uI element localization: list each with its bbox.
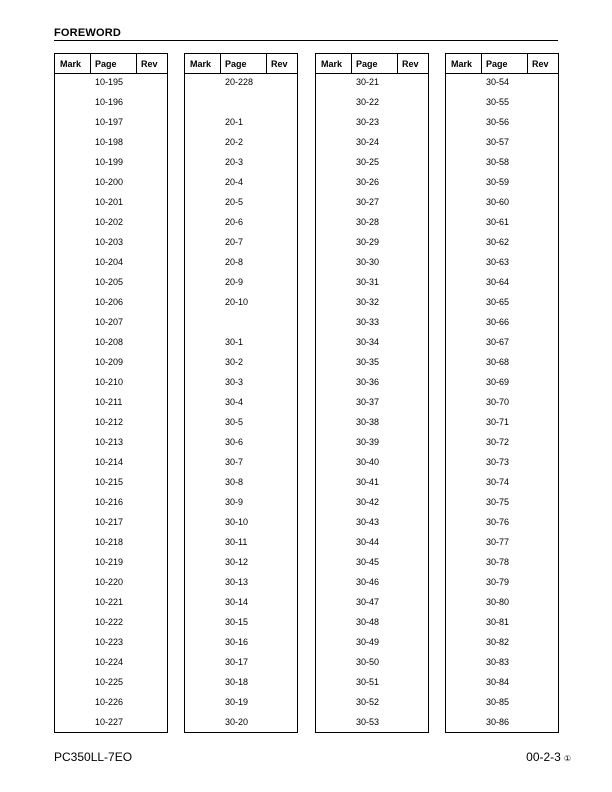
table-row [55, 154, 167, 174]
page-cell: 30-18 [225, 677, 249, 687]
table-rows [316, 74, 428, 734]
table-row [185, 434, 297, 454]
rev-column-header: Rev [141, 59, 158, 69]
page-cell: 30-58 [486, 157, 510, 167]
rev-column-header: Rev [402, 59, 419, 69]
page-column-header: Page [356, 59, 378, 69]
page-cell: 20-9 [225, 277, 244, 287]
table-row [446, 114, 558, 134]
page-cell: 10-197 [95, 117, 124, 127]
page-cell: 30-84 [486, 677, 510, 687]
table-row [185, 454, 297, 474]
page-cell: 30-77 [486, 537, 510, 547]
page-cell: 10-212 [95, 417, 124, 427]
page-cell: 30-13 [225, 577, 249, 587]
table-row [185, 654, 297, 674]
page-cell: 30-79 [486, 577, 510, 587]
page-cell: 30-34 [356, 337, 380, 347]
table-row [446, 354, 558, 374]
table-row [55, 694, 167, 714]
table-row [446, 154, 558, 174]
section-title: FOREWORD [54, 27, 558, 41]
table-header [316, 54, 428, 74]
mark-column-header: Mark [321, 59, 343, 69]
page-cell: 10-219 [95, 557, 124, 567]
page-cell: 20-2 [225, 137, 244, 147]
table-rows [446, 74, 558, 734]
table-row [185, 514, 297, 534]
page-cell: 30-39 [356, 437, 380, 447]
page-cell: 10-205 [95, 277, 124, 287]
page-cell: 30-10 [225, 517, 249, 527]
table-row [55, 334, 167, 354]
table-row [55, 354, 167, 374]
page-cell: 30-45 [356, 557, 380, 567]
page-cell: 20-5 [225, 197, 244, 207]
table-row [316, 414, 428, 434]
table-row [185, 134, 297, 154]
page-cell: 30-21 [356, 77, 380, 87]
page-cell: 10-227 [95, 717, 124, 727]
table-row [446, 574, 558, 594]
page-cell: 30-41 [356, 477, 380, 487]
table-row [316, 134, 428, 154]
page-cell: 30-16 [225, 637, 249, 647]
page-cell: 30-55 [486, 97, 510, 107]
page-cell: 30-51 [356, 677, 380, 687]
table-row [316, 154, 428, 174]
page-cell: 30-27 [356, 197, 380, 207]
page-cell: 30-75 [486, 497, 510, 507]
table-row [316, 174, 428, 194]
page-cell: 30-73 [486, 457, 510, 467]
table-row [316, 234, 428, 254]
table-row [446, 94, 558, 114]
page-cell: 30-63 [486, 257, 510, 267]
page-cell: 30-37 [356, 397, 380, 407]
column-divider [351, 54, 352, 74]
table-row [185, 234, 297, 254]
page-column-header: Page [486, 59, 508, 69]
table-row [185, 174, 297, 194]
page-cell: 20-3 [225, 157, 244, 167]
table-row [316, 74, 428, 94]
page-cell: 30-61 [486, 217, 510, 227]
table-row [446, 434, 558, 454]
page-cell: 30-85 [486, 697, 510, 707]
table-row [446, 374, 558, 394]
page-cell: 10-220 [95, 577, 124, 587]
page-cell: 30-66 [486, 317, 510, 327]
page-cell: 30-67 [486, 337, 510, 347]
table-row [55, 594, 167, 614]
table-row [316, 294, 428, 314]
table-row [446, 474, 558, 494]
table-row [55, 574, 167, 594]
table-row [185, 414, 297, 434]
page-cell: 30-14 [225, 597, 249, 607]
table-row [185, 254, 297, 274]
table-row [316, 714, 428, 734]
table-row [316, 534, 428, 554]
table-row [185, 314, 297, 334]
table-header [55, 54, 167, 74]
page-cell: 30-69 [486, 377, 510, 387]
table-row [446, 554, 558, 574]
table-row [446, 234, 558, 254]
page-cell: 10-200 [95, 177, 124, 187]
table-row [55, 314, 167, 334]
page-cell: 30-47 [356, 597, 380, 607]
page-cell: 30-31 [356, 277, 380, 287]
page-cell: 30-86 [486, 717, 510, 727]
page-cell: 30-24 [356, 137, 380, 147]
page-cell: 30-9 [225, 497, 244, 507]
table-row [316, 514, 428, 534]
page-cell: 10-206 [95, 297, 124, 307]
page-cell: 30-74 [486, 477, 510, 487]
page-list-table-3 [315, 53, 429, 733]
page-cell: 30-81 [486, 617, 510, 627]
table-row [55, 234, 167, 254]
table-row [446, 714, 558, 734]
table-header [185, 54, 297, 74]
table-row [316, 694, 428, 714]
table-row [446, 394, 558, 414]
table-row [316, 394, 428, 414]
page-cell: 30-44 [356, 537, 380, 547]
page-cell: 30-26 [356, 177, 380, 187]
table-row [55, 654, 167, 674]
table-rows [55, 74, 167, 734]
page-cell: 30-42 [356, 497, 380, 507]
page-cell: 10-210 [95, 377, 124, 387]
page-cell: 20-4 [225, 177, 244, 187]
page-cell: 30-64 [486, 277, 510, 287]
page-cell: 10-218 [95, 537, 124, 547]
column-divider [266, 54, 267, 74]
page-cell: 20-8 [225, 257, 244, 267]
page-cell: 10-222 [95, 617, 124, 627]
page-cell: 30-32 [356, 297, 380, 307]
table-row [185, 194, 297, 214]
page-cell: 30-35 [356, 357, 380, 367]
page-cell: 30-46 [356, 577, 380, 587]
page-cell: 10-226 [95, 697, 124, 707]
column-divider [397, 54, 398, 74]
table-row [55, 214, 167, 234]
table-rows [185, 74, 297, 734]
page-cell: 10-224 [95, 657, 124, 667]
table-header [446, 54, 558, 74]
page-cell: 10-216 [95, 497, 124, 507]
page-cell: 30-52 [356, 697, 380, 707]
page-cell: 10-195 [95, 77, 124, 87]
table-row [446, 74, 558, 94]
table-row [446, 654, 558, 674]
page-cell: 10-215 [95, 477, 124, 487]
table-row [185, 334, 297, 354]
page-cell: 30-12 [225, 557, 249, 567]
page-cell: 30-68 [486, 357, 510, 367]
page-cell: 30-17 [225, 657, 249, 667]
table-row [185, 714, 297, 734]
page-cell: 10-198 [95, 137, 124, 147]
table-row [55, 554, 167, 574]
table-row [316, 114, 428, 134]
page-column-header: Page [95, 59, 117, 69]
mark-column-header: Mark [190, 59, 212, 69]
page-cell: 30-72 [486, 437, 510, 447]
page-cell: 30-82 [486, 637, 510, 647]
table-row [316, 454, 428, 474]
table-row [185, 574, 297, 594]
table-row [316, 634, 428, 654]
table-row [316, 314, 428, 334]
page-cell: 10-208 [95, 337, 124, 347]
page-cell: 30-76 [486, 517, 510, 527]
page-cell: 30-48 [356, 617, 380, 627]
page-cell: 30-71 [486, 417, 510, 427]
table-row [185, 294, 297, 314]
page-number-text: 00-2-3 [526, 750, 561, 764]
page-cell: 10-214 [95, 457, 124, 467]
page-cell: 10-201 [95, 197, 124, 207]
table-row [316, 94, 428, 114]
table-row [446, 294, 558, 314]
table-row [316, 374, 428, 394]
table-row [55, 254, 167, 274]
page-cell: 10-223 [95, 637, 124, 647]
table-row [55, 414, 167, 434]
page-cell: 30-50 [356, 657, 380, 667]
page-cell: 30-49 [356, 637, 380, 647]
table-row [316, 274, 428, 294]
table-row [446, 274, 558, 294]
table-row [316, 654, 428, 674]
page-cell: 30-15 [225, 617, 249, 627]
table-row [55, 514, 167, 534]
table-row [185, 354, 297, 374]
table-row [446, 454, 558, 474]
column-divider [220, 54, 221, 74]
table-row [55, 114, 167, 134]
column-divider [136, 54, 137, 74]
page-cell: 10-202 [95, 217, 124, 227]
page-cell: 30-62 [486, 237, 510, 247]
column-divider [527, 54, 528, 74]
table-row [55, 674, 167, 694]
table-row [316, 674, 428, 694]
page-cell: 30-33 [356, 317, 380, 327]
page-cell: 30-70 [486, 397, 510, 407]
table-row [55, 534, 167, 554]
page-cell: 30-36 [356, 377, 380, 387]
table-row [55, 374, 167, 394]
table-row [55, 194, 167, 214]
table-row [446, 334, 558, 354]
table-row [55, 174, 167, 194]
page-cell: 30-22 [356, 97, 380, 107]
table-row [55, 434, 167, 454]
page-cell: 30-83 [486, 657, 510, 667]
model-number: PC350LL-7EO [54, 750, 133, 764]
table-row [316, 554, 428, 574]
table-row [316, 574, 428, 594]
table-row [55, 394, 167, 414]
table-row [185, 74, 297, 94]
page-cell: 30-28 [356, 217, 380, 227]
table-row [185, 374, 297, 394]
page-list-table-4 [445, 53, 559, 733]
table-row [446, 134, 558, 154]
page-cell: 30-20 [225, 717, 249, 727]
page-cell: 30-54 [486, 77, 510, 87]
table-row [446, 194, 558, 214]
page-cell: 30-78 [486, 557, 510, 567]
table-row [446, 594, 558, 614]
page-cell: 30-40 [356, 457, 380, 467]
page-cell: 10-199 [95, 157, 124, 167]
table-row [446, 174, 558, 194]
table-row [316, 474, 428, 494]
table-row [185, 534, 297, 554]
table-row [446, 634, 558, 654]
page-column-header: Page [225, 59, 247, 69]
table-row [55, 294, 167, 314]
page-cell: 10-196 [95, 97, 124, 107]
page-cell: 30-29 [356, 237, 380, 247]
page-cell: 30-4 [225, 397, 244, 407]
table-row [55, 274, 167, 294]
page-cell: 20-7 [225, 237, 244, 247]
table-row [55, 134, 167, 154]
table-row [316, 494, 428, 514]
page-list-table-2 [184, 53, 298, 733]
page-cell: 10-204 [95, 257, 124, 267]
table-row [446, 214, 558, 234]
table-row [446, 254, 558, 274]
table-row [185, 614, 297, 634]
table-row [316, 214, 428, 234]
table-row [55, 94, 167, 114]
table-row [185, 94, 297, 114]
table-row [185, 694, 297, 714]
page-cell: 30-11 [225, 537, 248, 547]
table-row [316, 594, 428, 614]
page-cell: 30-23 [356, 117, 380, 127]
table-row [185, 474, 297, 494]
table-row [55, 494, 167, 514]
page-cell: 10-211 [95, 397, 123, 407]
table-row [185, 594, 297, 614]
table-row [55, 454, 167, 474]
page-cell: 30-59 [486, 177, 510, 187]
table-row [316, 194, 428, 214]
table-row [316, 254, 428, 274]
table-row [55, 74, 167, 94]
page-cell: 30-7 [225, 457, 244, 467]
table-row [55, 614, 167, 634]
table-row [446, 534, 558, 554]
page-cell: 10-221 [95, 597, 124, 607]
table-row [185, 494, 297, 514]
mark-column-header: Mark [451, 59, 473, 69]
page-cell: 10-209 [95, 357, 124, 367]
page-cell: 30-1 [225, 337, 244, 347]
table-row [446, 514, 558, 534]
page-cell: 30-19 [225, 697, 249, 707]
column-divider [481, 54, 482, 74]
table-row [446, 314, 558, 334]
page-cell: 10-207 [95, 317, 124, 327]
page-cell: 30-2 [225, 357, 244, 367]
page-cell: 20-228 [225, 77, 254, 87]
page-cell: 30-3 [225, 377, 244, 387]
page-list-table-1 [54, 53, 168, 733]
page-cell: 30-53 [356, 717, 380, 727]
table-row [55, 634, 167, 654]
page-cell: 30-6 [225, 437, 244, 447]
table-row [185, 214, 297, 234]
page-cell: 30-43 [356, 517, 380, 527]
page-cell: 10-217 [95, 517, 124, 527]
table-row [185, 114, 297, 134]
table-row [446, 694, 558, 714]
table-row [446, 494, 558, 514]
revision-symbol: ① [563, 754, 571, 763]
page-cell: 30-30 [356, 257, 380, 267]
page-cell: 30-60 [486, 197, 510, 207]
table-row [185, 674, 297, 694]
page-cell: 30-8 [225, 477, 244, 487]
page-cell: 30-65 [486, 297, 510, 307]
page-cell: 20-10 [225, 297, 249, 307]
table-row [316, 434, 428, 454]
table-row [316, 614, 428, 634]
rev-column-header: Rev [532, 59, 549, 69]
page-cell: 30-80 [486, 597, 510, 607]
page-cell: 30-56 [486, 117, 510, 127]
page-cell: 10-225 [95, 677, 124, 687]
page-number [526, 750, 571, 764]
page-cell: 20-6 [225, 217, 244, 227]
page-cell: 30-38 [356, 417, 380, 427]
table-row [316, 334, 428, 354]
table-row [55, 714, 167, 734]
page-cell: 10-213 [95, 437, 124, 447]
table-row [185, 394, 297, 414]
page-cell: 30-57 [486, 137, 510, 147]
table-row [185, 554, 297, 574]
column-divider [90, 54, 91, 74]
page-cell: 10-203 [95, 237, 124, 247]
table-row [185, 154, 297, 174]
table-row [316, 354, 428, 374]
page-cell: 30-25 [356, 157, 380, 167]
table-row [446, 414, 558, 434]
table-row [446, 614, 558, 634]
table-row [55, 474, 167, 494]
table-row [185, 634, 297, 654]
mark-column-header: Mark [60, 59, 82, 69]
table-row [446, 674, 558, 694]
page-cell: 20-1 [225, 117, 244, 127]
table-row [185, 274, 297, 294]
rev-column-header: Rev [271, 59, 288, 69]
page-cell: 30-5 [225, 417, 244, 427]
